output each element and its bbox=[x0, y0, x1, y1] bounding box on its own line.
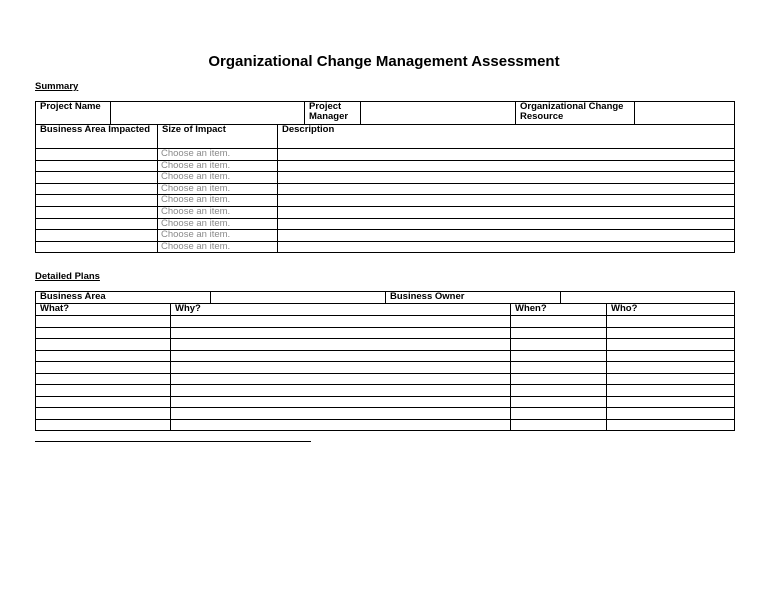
size-of-impact-dropdown[interactable]: Choose an item. bbox=[158, 195, 278, 207]
plans-row bbox=[36, 339, 735, 351]
what-cell[interactable] bbox=[36, 408, 171, 420]
why-cell[interactable] bbox=[171, 362, 511, 374]
business-owner-label: Business Owner bbox=[386, 292, 561, 304]
plans-business-row bbox=[36, 292, 735, 304]
size-of-impact-dropdown[interactable]: Choose an item. bbox=[158, 172, 278, 184]
when-cell[interactable] bbox=[511, 316, 607, 328]
project-manager-field[interactable] bbox=[361, 102, 516, 125]
plans-row bbox=[36, 385, 735, 397]
plans-row bbox=[36, 408, 735, 420]
description-cell[interactable] bbox=[278, 218, 735, 230]
size-of-impact-dropdown[interactable]: Choose an item. bbox=[158, 206, 278, 218]
business-area-cell[interactable] bbox=[36, 160, 158, 172]
when-cell[interactable] bbox=[511, 362, 607, 374]
business-area-cell[interactable] bbox=[36, 149, 158, 161]
what-cell[interactable] bbox=[36, 350, 171, 362]
who-cell[interactable] bbox=[607, 419, 735, 431]
plans-row bbox=[36, 419, 735, 431]
project-manager-label: Project Manager bbox=[305, 102, 361, 125]
size-of-impact-dropdown[interactable]: Choose an item. bbox=[158, 241, 278, 253]
plans-row bbox=[36, 396, 735, 408]
project-name-label: Project Name bbox=[36, 102, 111, 125]
what-cell[interactable] bbox=[36, 396, 171, 408]
why-cell[interactable] bbox=[171, 327, 511, 339]
when-cell[interactable] bbox=[511, 419, 607, 431]
summary-row bbox=[36, 195, 735, 207]
why-cell[interactable] bbox=[171, 339, 511, 351]
description-cell[interactable] bbox=[278, 149, 735, 161]
business-area-cell[interactable] bbox=[36, 195, 158, 207]
what-cell[interactable] bbox=[36, 327, 171, 339]
business-owner-field[interactable] bbox=[561, 292, 735, 304]
summary-label: Summary bbox=[35, 81, 79, 92]
summary-row bbox=[36, 206, 735, 218]
plans-row bbox=[36, 362, 735, 374]
why-cell[interactable] bbox=[171, 408, 511, 420]
who-cell[interactable] bbox=[607, 339, 735, 351]
size-of-impact-dropdown[interactable]: Choose an item. bbox=[158, 218, 278, 230]
why-cell[interactable] bbox=[171, 396, 511, 408]
why-cell[interactable] bbox=[171, 350, 511, 362]
summary-header-row bbox=[36, 125, 735, 149]
summary-row bbox=[36, 172, 735, 184]
business-area-cell[interactable] bbox=[36, 183, 158, 195]
size-of-impact-dropdown[interactable]: Choose an item. bbox=[158, 230, 278, 242]
summary-row bbox=[36, 183, 735, 195]
when-cell[interactable] bbox=[511, 408, 607, 420]
size-of-impact-dropdown[interactable]: Choose an item. bbox=[158, 149, 278, 161]
why-cell[interactable] bbox=[171, 316, 511, 328]
change-resource-field[interactable] bbox=[635, 102, 735, 125]
summary-table bbox=[35, 101, 735, 253]
when-cell[interactable] bbox=[511, 385, 607, 397]
why-cell[interactable] bbox=[171, 419, 511, 431]
plans-row bbox=[36, 350, 735, 362]
who-cell[interactable] bbox=[607, 316, 735, 328]
description-cell[interactable] bbox=[278, 172, 735, 184]
when-cell[interactable] bbox=[511, 350, 607, 362]
business-area-field[interactable] bbox=[211, 292, 386, 304]
who-cell[interactable] bbox=[607, 408, 735, 420]
page-title: Organizational Change Management Assessment bbox=[208, 53, 560, 70]
description-cell[interactable] bbox=[278, 230, 735, 242]
when-cell[interactable] bbox=[511, 373, 607, 385]
business-area-impacted-header: Business Area Impacted bbox=[36, 125, 158, 149]
what-cell[interactable] bbox=[36, 362, 171, 374]
why-cell[interactable] bbox=[171, 385, 511, 397]
when-cell[interactable] bbox=[511, 339, 607, 351]
summary-info-row bbox=[36, 102, 735, 125]
what-cell[interactable] bbox=[36, 316, 171, 328]
when-cell[interactable] bbox=[511, 327, 607, 339]
what-cell[interactable] bbox=[36, 339, 171, 351]
change-resource-label: Organizational Change Resource bbox=[516, 102, 635, 125]
why-cell[interactable] bbox=[171, 373, 511, 385]
summary-row bbox=[36, 241, 735, 253]
who-cell[interactable] bbox=[607, 350, 735, 362]
description-header: Description bbox=[278, 125, 735, 149]
size-of-impact-dropdown[interactable]: Choose an item. bbox=[158, 160, 278, 172]
business-area-label: Business Area bbox=[36, 292, 211, 304]
when-header: When? bbox=[511, 304, 607, 316]
plans-row bbox=[36, 316, 735, 328]
description-cell[interactable] bbox=[278, 241, 735, 253]
description-cell[interactable] bbox=[278, 206, 735, 218]
detailed-plans-label: Detailed Plans bbox=[35, 271, 100, 282]
plans-row bbox=[36, 373, 735, 385]
description-cell[interactable] bbox=[278, 195, 735, 207]
detailed-plans-table bbox=[35, 291, 735, 431]
size-of-impact-dropdown[interactable]: Choose an item. bbox=[158, 183, 278, 195]
summary-row bbox=[36, 218, 735, 230]
who-cell[interactable] bbox=[607, 327, 735, 339]
when-cell[interactable] bbox=[511, 396, 607, 408]
who-cell[interactable] bbox=[607, 362, 735, 374]
plans-header-row bbox=[36, 304, 735, 316]
what-cell[interactable] bbox=[36, 385, 171, 397]
description-cell[interactable] bbox=[278, 160, 735, 172]
business-area-cell[interactable] bbox=[36, 241, 158, 253]
summary-row bbox=[36, 149, 735, 161]
who-header: Who? bbox=[607, 304, 735, 316]
who-cell[interactable] bbox=[607, 396, 735, 408]
who-cell[interactable] bbox=[607, 373, 735, 385]
summary-row bbox=[36, 230, 735, 242]
size-of-impact-header: Size of Impact bbox=[158, 125, 278, 149]
business-area-cell[interactable] bbox=[36, 230, 158, 242]
who-cell[interactable] bbox=[607, 385, 735, 397]
description-cell[interactable] bbox=[278, 183, 735, 195]
what-cell[interactable] bbox=[36, 373, 171, 385]
project-name-field[interactable] bbox=[111, 102, 305, 125]
business-area-cell[interactable] bbox=[36, 172, 158, 184]
summary-row bbox=[36, 160, 735, 172]
plans-row bbox=[36, 327, 735, 339]
what-header: What? bbox=[36, 304, 171, 316]
business-area-cell[interactable] bbox=[36, 206, 158, 218]
business-area-cell[interactable] bbox=[36, 218, 158, 230]
why-header: Why? bbox=[171, 304, 511, 316]
what-cell[interactable] bbox=[36, 419, 171, 431]
footer-rule bbox=[35, 441, 311, 442]
